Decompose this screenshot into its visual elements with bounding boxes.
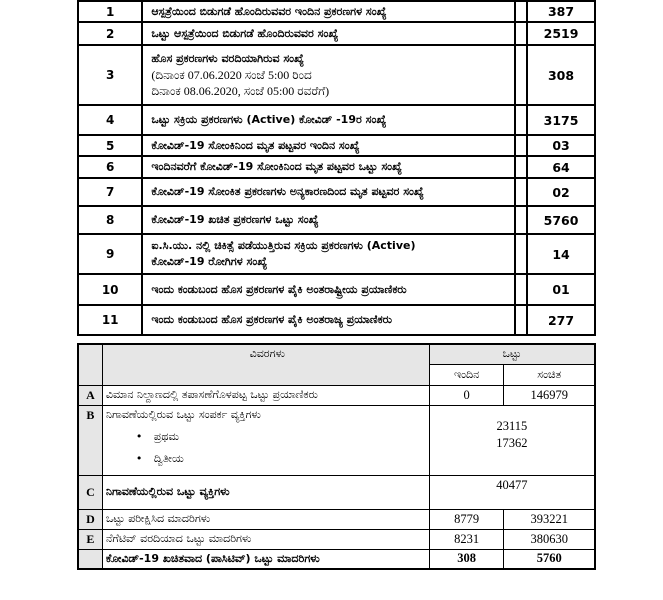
row-value: 2519	[527, 22, 595, 45]
row-value: 02	[527, 178, 595, 206]
row-number: 1	[78, 1, 142, 22]
date-range-end: ದಿನಾಂಕ 08.06.2020, ಸಂಜೆ 05:00 ರವರೆಗೆ)	[151, 84, 330, 98]
row-today: 8779	[429, 509, 504, 529]
row-label: ಹೊಸ ಪ್ರಕರಣಗಳು ವರದಿಯಾಗಿರುವ ಸಂಖ್ಯೆ	[151, 52, 305, 65]
header-today: ಇಂದಿನ	[429, 364, 504, 385]
row-value: 03	[527, 135, 595, 156]
row-label: ಆಸ್ಪತ್ರೆಯಿಂದ ಬಿಡುಗಡೆ ಹೊಂದಿರುವವರ ಇಂದಿನ ಪ್ರಕರಣಗಳ ಸಂಖ್ಯೆ	[142, 1, 515, 22]
row-label: ಕೋವಿಡ್-19 ಖಚಿತ ಪ್ರಕರಣಗಳ ಒಟ್ಟು ಸಂಖ್ಯೆ	[142, 206, 515, 234]
date-range-start: (ದಿನಾಂಕ 07.06.2020 ಸಂಜೆ 5:00 ರಿಂದ	[151, 68, 312, 82]
header-row	[78, 344, 595, 364]
table-row	[78, 529, 595, 549]
row-value: 14	[527, 234, 595, 274]
summary-table	[77, 0, 596, 336]
row-code: D	[78, 509, 102, 529]
row-label: ಐ.ಸಿ.ಯು. ನಲ್ಲಿ ಚಿಕಿತ್ಸೆ ಪಡೆಯುತ್ತಿರುವ ಸಕ್ರಿಯ ಪ್ರಕರಣಗಳು (Active)	[151, 239, 416, 252]
table-row	[78, 305, 595, 335]
row-label: ಇಂದು ಕಂಡುಬಂದ ಹೊಸ ಪ್ರಕರಣಗಳ ಪೈಕಿ ಅಂತರಾಷ್ಟ್ರೀಯ ಪ್ರಯಾಣಿಕರು	[142, 274, 515, 305]
table-row	[78, 234, 595, 274]
row-value: 387	[527, 1, 595, 22]
table-row	[78, 405, 595, 475]
row-label-group	[142, 234, 515, 274]
table-row	[78, 549, 595, 569]
row-code: E	[78, 529, 102, 549]
row-label-group	[102, 405, 429, 475]
row-number: 6	[78, 156, 142, 178]
row-label-group	[142, 45, 515, 105]
row-label: ಇಂದು ಕಂಡುಬಂದ ಹೊಸ ಪ್ರಕರಣಗಳ ಪೈಕಿ ಅಂತರಾಜ್ಯ ಪ್ರಯಾಣಿಕರು	[142, 305, 515, 335]
row-value: 01	[527, 274, 595, 305]
row-value: 308	[527, 45, 595, 105]
row-label: ಕೋವಿಡ್-19 ಸೋಂಕಿತ ಪ್ರಕರಣಗಳು ಅನ್ಯಕಾರಣದಿಂದ ಮೃತ ಪಟ್ಟವರ ಸಂಖ್ಯೆ	[142, 178, 515, 206]
table-row	[78, 509, 595, 529]
row-label: ಒಟ್ಟು ಸಕ್ರಿಯ ಪ್ರಕರಣಗಳು (Active) ಕೋವಿಡ್ -19ರ ಸಂಖ್ಯೆ	[142, 105, 515, 135]
table-row	[78, 135, 595, 156]
row-label-line2: ಕೋವಿಡ್-19 ರೋಗಿಗಳ ಸಂಖ್ಯೆ	[151, 255, 268, 268]
row-label: ಒಟ್ಟು ಆಸ್ಪತ್ರೆಯಿಂದ ಬಿಡುಗಡೆ ಹೊಂದಿರುವವರ ಸಂಖ್ಯೆ	[142, 22, 515, 45]
table-row	[78, 105, 595, 135]
row-label: ಇಂದಿನವರೆಗೆ ಕೋವಿಡ್-19 ಸೋಂಕಿನಿಂದ ಮೃತ ಪಟ್ಟವರ ಒಟ್ಟು ಸಂಖ್ಯೆ	[142, 156, 515, 178]
row-number: 8	[78, 206, 142, 234]
row-number: 4	[78, 105, 142, 135]
header-details: ವಿವರಗಳು	[102, 344, 429, 385]
row-code: A	[78, 385, 102, 405]
row-label: ಕೋವಿಡ್-19 ಖಚಿತವಾದ (ಪಾಸಿಟಿವ್) ಒಟ್ಟು ಮಾದರಿಗಳು	[102, 549, 429, 569]
list-item-label: ದ್ವಿತೀಯ	[153, 451, 184, 465]
row-label: ಕೋವಿಡ್-19 ಸೋಂಕಿನಿಂದ ಮೃತ ಪಟ್ಟವರ ಇಂದಿನ ಸಂಖ್ಯೆ	[142, 135, 515, 156]
row-value: 64	[527, 156, 595, 178]
row-label: ನಿಗಾವಣೆಯಲ್ಲಿರುವ ಒಟ್ಟು ಸಂಪರ್ಕ ವ್ಯಕ್ತಿಗಳು	[105, 407, 261, 421]
table-row	[78, 1, 595, 22]
row-today: 0	[429, 385, 504, 405]
row-value: 277	[527, 305, 595, 335]
table-row	[78, 475, 595, 509]
row-number: 3	[78, 45, 142, 105]
row-value: 3175	[527, 105, 595, 135]
row-number: 10	[78, 274, 142, 305]
row-label: ನಿಗಾವಣೆಯಲ್ಲಿರುವ ಒಟ್ಟು ವ್ಯಕ್ತಿಗಳು	[102, 475, 429, 509]
list-item	[135, 426, 429, 448]
row-value-primary: 23115	[496, 418, 528, 433]
header-total: ಒಟ್ಟು	[429, 344, 595, 364]
row-label: ಒಟ್ಟು ಪರೀಕ್ಷಿಸಿದ ಮಾದರಿಗಳು	[102, 509, 429, 529]
list-item	[135, 448, 429, 470]
row-value-secondary: 17362	[496, 435, 528, 450]
row-value: 5760	[527, 206, 595, 234]
row-cumulative: 393221	[504, 509, 595, 529]
list-item-label: ಪ್ರಥಮ	[153, 429, 179, 443]
row-number: 9	[78, 234, 142, 274]
row-today: 8231	[429, 529, 504, 549]
row-code: C	[78, 475, 102, 509]
table-row	[78, 206, 595, 234]
row-label: ನೆಗೆಟಿವ್ ವರದಿಯಾದ ಒಟ್ಟು ಮಾದರಿಗಳು	[102, 529, 429, 549]
row-today: 308	[429, 549, 504, 569]
details-table	[77, 343, 596, 570]
bullet-icon: •	[135, 429, 143, 443]
row-cumulative: 5760	[504, 549, 595, 569]
row-label: ವಿಮಾನ ನಿಲ್ದಾಣದಲ್ಲಿ ತಪಾಸಣೆಗೊಳಪಟ್ಟ ಒಟ್ಟು ಪ್ರಯಾಣಿಕರು	[102, 385, 429, 405]
row-number: 11	[78, 305, 142, 335]
table-row	[78, 385, 595, 405]
table-row	[78, 22, 595, 45]
table-row	[78, 178, 595, 206]
row-cumulative: 380630	[504, 529, 595, 549]
bullet-icon: •	[135, 451, 143, 465]
row-number: 5	[78, 135, 142, 156]
header-cumulative: ಸಂಚಿತ	[504, 364, 595, 385]
row-code: B	[78, 405, 102, 475]
table-row	[78, 156, 595, 178]
row-cumulative: 146979	[504, 385, 595, 405]
table-row	[78, 274, 595, 305]
row-number: 2	[78, 22, 142, 45]
row-number: 7	[78, 178, 142, 206]
row-value: 40477	[429, 475, 595, 509]
contact-list	[106, 426, 429, 470]
table-row	[78, 45, 595, 105]
contact-values	[429, 405, 595, 475]
